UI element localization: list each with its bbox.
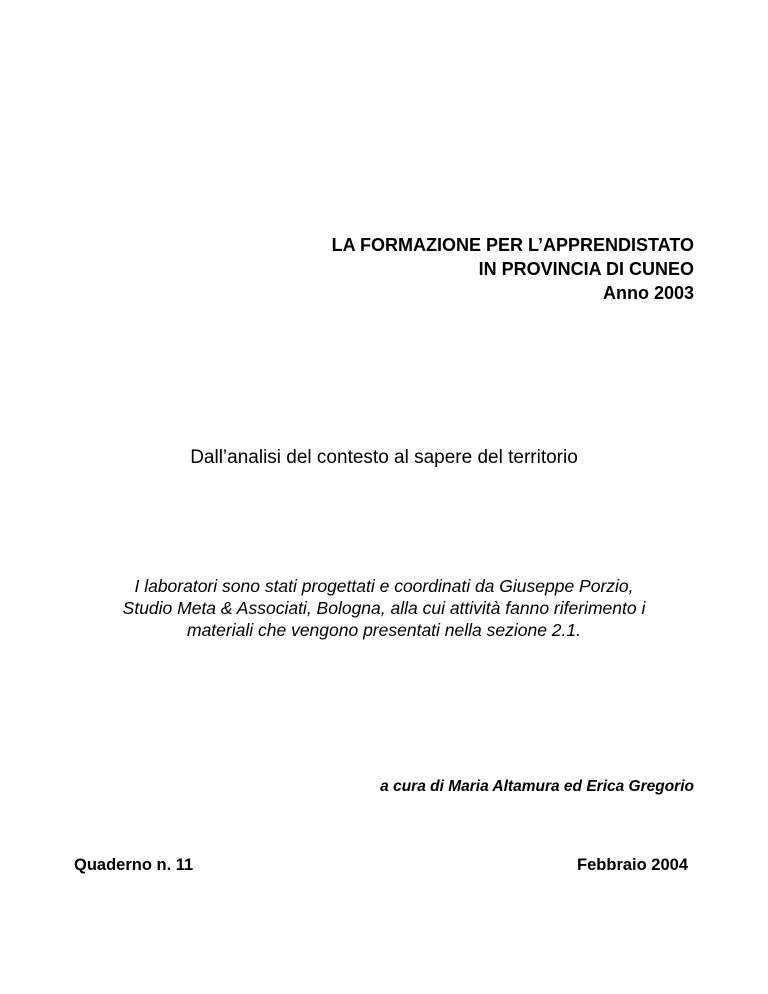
credits-line-3: materiali che vengono presentati nella sezione 2.1. xyxy=(187,620,581,640)
credits-line-1: I laboratori sono stati progettati e coordinati da Giuseppe Porzio, xyxy=(134,576,634,596)
title-line-3: Anno 2003 xyxy=(602,283,694,303)
title-line-1: LA FORMAZIONE PER L’APPRENDISTATO xyxy=(331,235,694,255)
editors-line: a cura di Maria Altamura ed Erica Gregorio xyxy=(380,778,694,795)
credits-paragraph xyxy=(40,575,728,641)
document-title xyxy=(332,233,694,305)
document-subtitle: Dall’analisi del contesto al sapere del territorio xyxy=(190,447,578,468)
series-number: Quaderno n. 11 xyxy=(74,856,194,874)
credits-line-2: Studio Meta & Associati, Bologna, alla cui attività fanno riferimento i xyxy=(122,598,646,618)
title-line-2: IN PROVINCIA DI CUNEO xyxy=(478,259,694,279)
publication-date: Febbraio 2004 xyxy=(577,856,688,874)
